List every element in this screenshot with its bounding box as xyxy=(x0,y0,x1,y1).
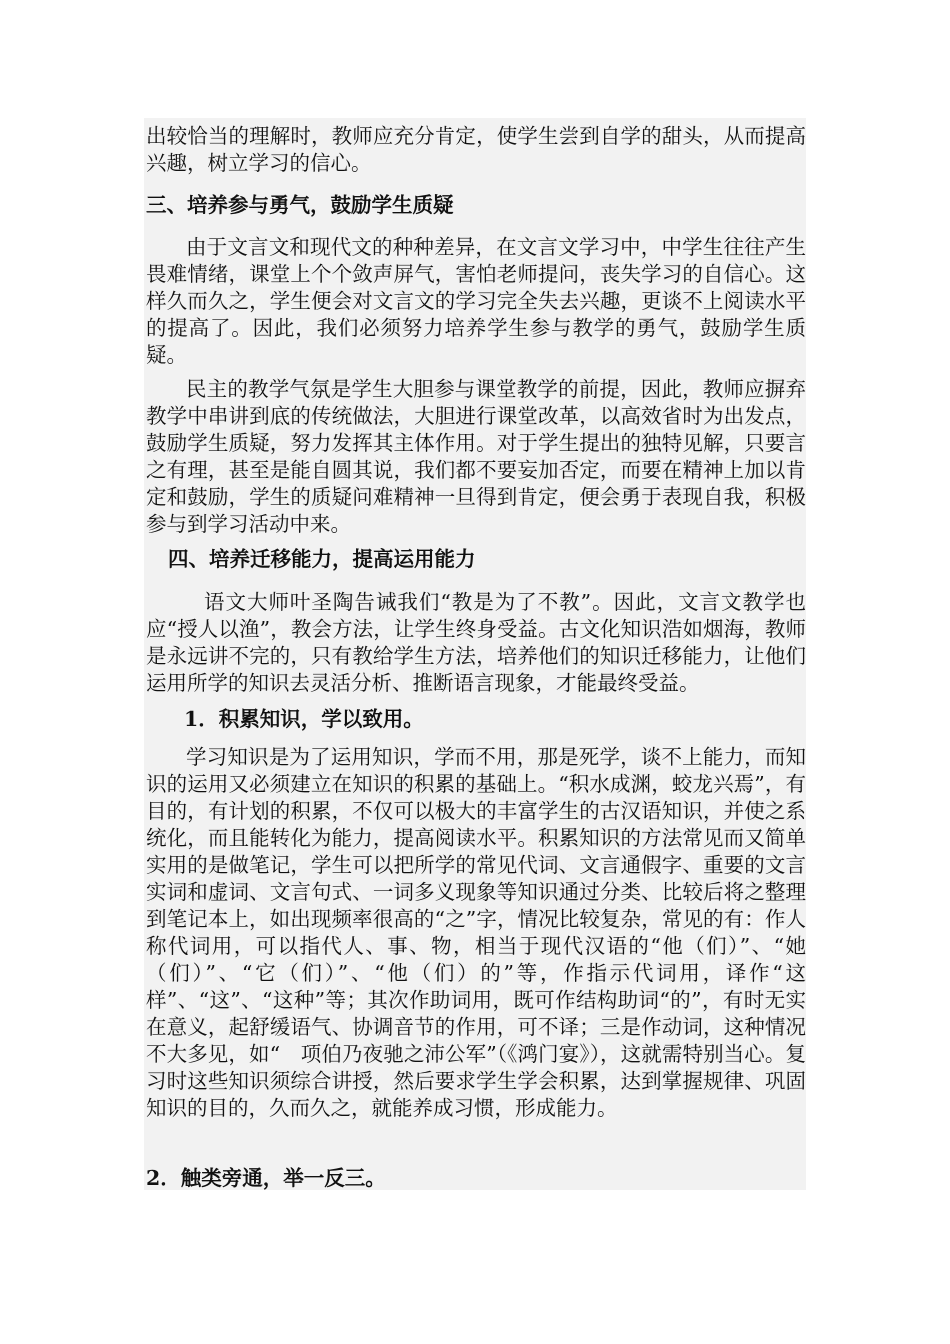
paragraph-subsection-1: 学习知识是为了运用知识，学而不用，那是死学，谈不上能力，而知识的运用又必须建立在知识的积累的基础上。“积水成渊，蛟龙兴焉”，有目的，有计划的积累，不仅可以极大的丰富学生的古汉语知识，并使之系统化，而且能转化为能力，提高阅读水平。积累知识的方法常见而又简单实用的是做笔记，学生可以把所学的常见代词、文言通假字、重要的文言实词和虚词、文言句式、一词多义现象等知识通过分类、比较后将之整理到笔记本上，如出现频率很高的“之”字，情况比较复杂，常见的有：作人称代词用，可以指代人、事、物，相当于现代汉语的“他（们）”、“她（们）”、“它（们）”、“他（们）的”等，作指示代词用，译作“这样”、“这”、“这种”等；其次作助词用，既可作结构助词“的”，有时无实在意义，起舒缓语气、协调音节的作用，可不译；三是作动词，这种情况不大多见，如“ 项伯乃夜驰之沛公军”（《鸿门宴》），这就需特别当心。复习时这些知识须综合讲授，然后要求学生学会积累，达到掌握规律、巩固知识的目的，久而久之，就能养成习惯，形成能力。 xyxy=(146,745,806,1120)
section-heading-4: 四、培养迁移能力，提高运用能力 xyxy=(168,547,476,571)
paragraph-section-3-detail: 民主的教学气氛是学生大胆参与课堂教学的前提，因此，教师应摒弃教学中串讲到底的传统做法，大胆进行课堂改革，以高效省时为出发点，鼓励学生质疑，努力发挥其主体作用。对于学生提出的独特见解，只要言之有理，甚至是能自圆其说，我们都不要妄加否定，而要在精神上加以肯定和鼓励，学生的质疑问难精神一旦得到肯定，便会勇于表现自我，积极参与到学习活动中来。 xyxy=(146,377,806,536)
section-heading-3: 三、培养参与勇气，鼓励学生质疑 xyxy=(146,193,454,217)
paragraph-continuation: 出较恰当的理解时，教师应充分肯定，使学生尝到自学的甜头，从而提高兴趣，树立学习的信心。 xyxy=(146,124,806,175)
paragraph-section-4-intro: 语文大师叶圣陶告诫我们“教是为了不教”。因此，文言文教学也应“授人以渔”，教会方法，让学生终身受益。古文化知识浩如烟海，教师是永远讲不完的，只有教给学生方法，培养他们的知识迁移能力，让他们运用所学的知识去灵活分析、推断语言现象，才能最终受益。 xyxy=(146,590,806,695)
paragraph-section-3-intro: 由于文言文和现代文的种种差异，在文言文学习中，中学生往往产生畏难情绪，课堂上个个敛声屏气，害怕老师提问，丧失学习的自信心。这样久而久之，学生便会对文言文的学习完全失去兴趣，更谈不上阅读水平的提高了。因此，我们必须努力培养学生参与教学的勇气，鼓励学生质疑。 xyxy=(146,235,806,367)
subheading-1: 1．积累知识，学以致用。 xyxy=(184,707,424,731)
subheading-2: 2．触类旁通，举一反三。 xyxy=(146,1166,386,1190)
